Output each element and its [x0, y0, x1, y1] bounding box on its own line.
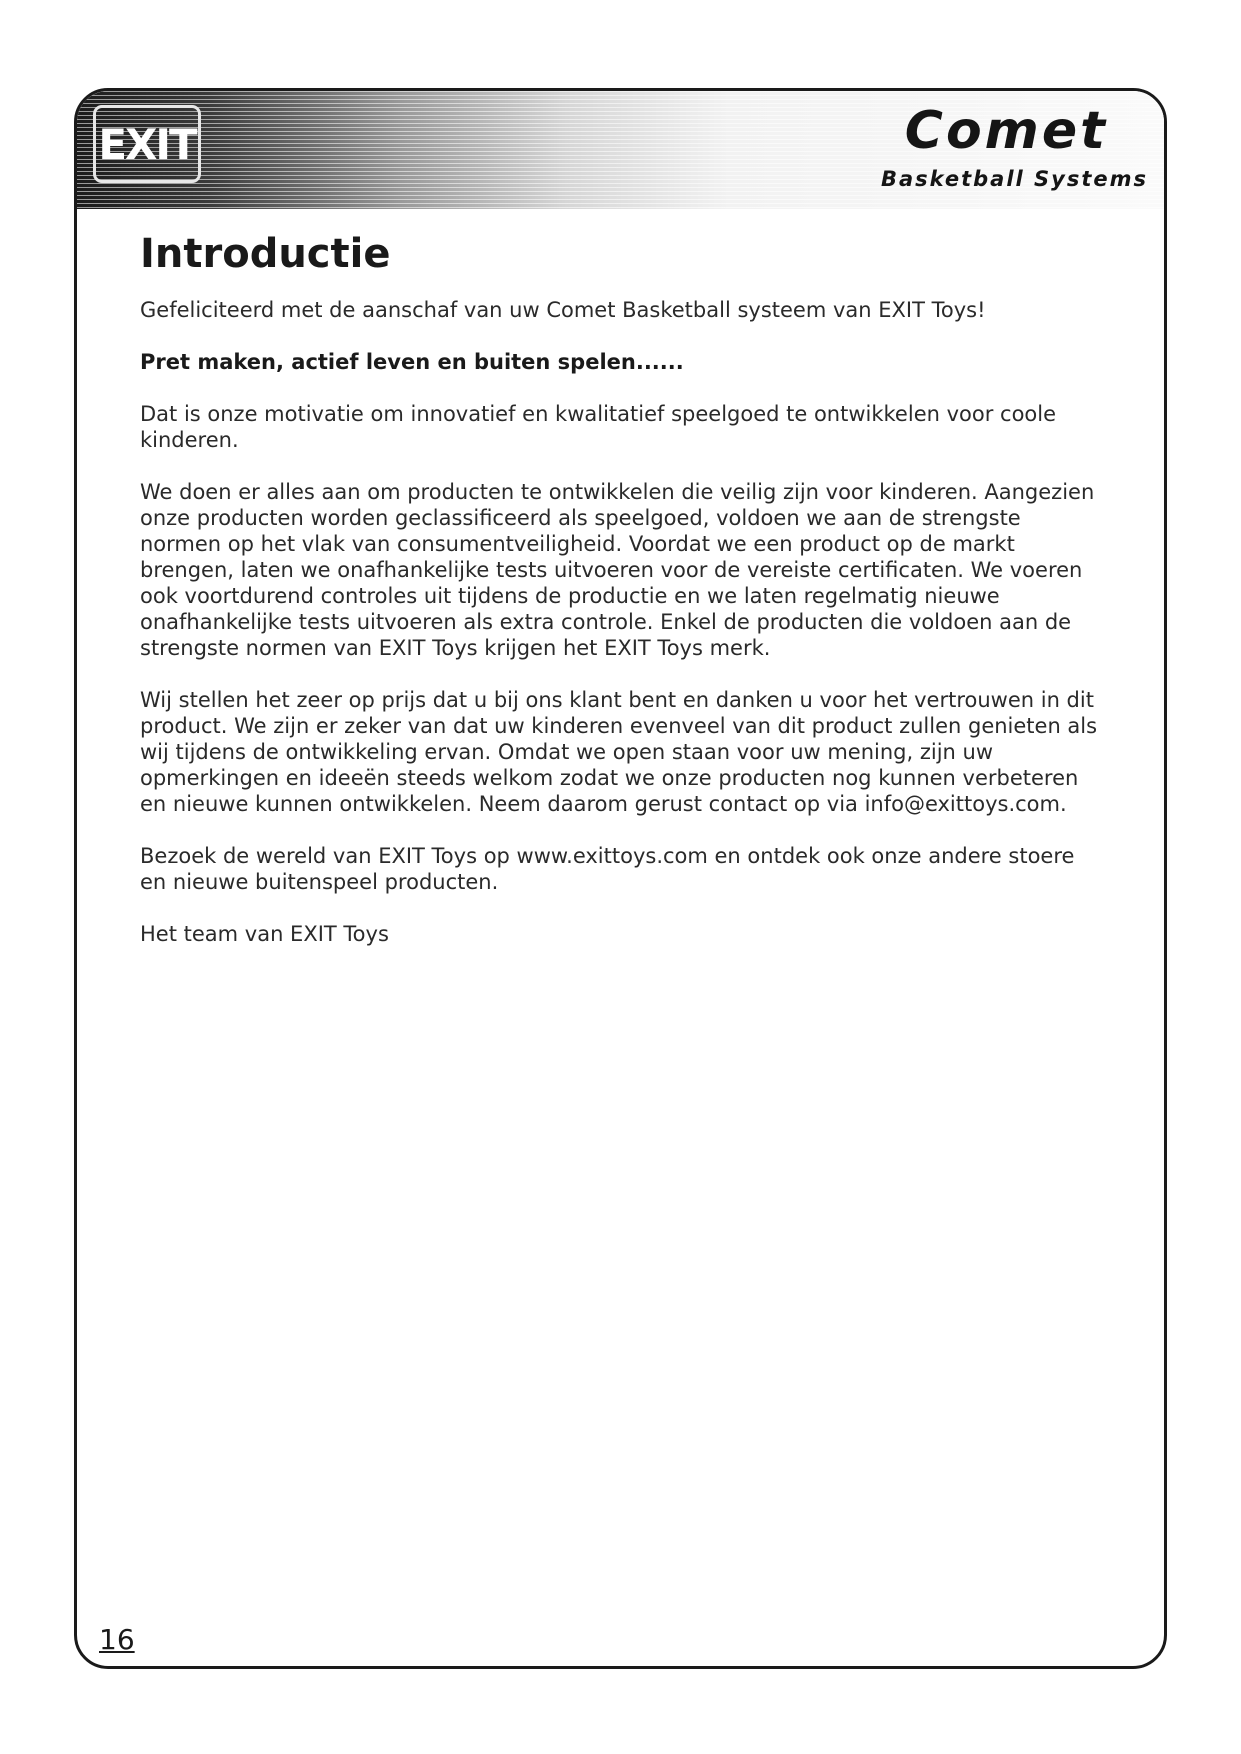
thanks-paragraph: Wij stellen het zeer op prijs dat u bij ons klant bent en danken u voor het vertrouwen in dit product. We zijn er zeker van dat uw kinderen evenveel van dit product zullen genieten als wij tijdens de ontwikkeling ervan. Omdat we open staan voor uw mening, zijn uw opmerkingen en ideeën steeds welkom zodat we onze producten nog kunnen verbeteren en nieuwe kunnen ontwikkelen. Neem daarom gerust contact op via info@exittoys.com.	[140, 688, 1098, 816]
logo-text: EXIT	[98, 119, 196, 169]
page-frame	[74, 88, 1167, 1669]
exit-logo	[93, 105, 201, 183]
motivation-paragraph: Dat is onze motivatie om innovatief en kwalitatief speelgoed te ontwikkelen voor coole kinderen.	[140, 402, 1057, 452]
safety-paragraph: We doen er alles aan om producten te ontwikkelen die veilig zijn voor kinderen. Aangezien onze producten worden geclassificeerd als speelgoed, voldoen we aan de strengste normen op het vlak van consumentveiligheid. Voordat we een product op de markt brengen, laten we onafhankelijke tests uitvoeren voor de vereiste certificaten. We voeren ook voortdurend controles uit tijdens de productie en we laten regelmatig nieuwe onafhankelijke tests uitvoeren als extra controle. Enkel de producten die voldoen aan de strengste normen van EXIT Toys krijgen het EXIT Toys merk.	[140, 480, 1095, 660]
intro-paragraph: Gefeliciteerd met de aanschaf van uw Comet Basketball systeem van EXIT Toys!	[140, 298, 986, 322]
page-content	[140, 231, 1100, 973]
brand-title: Comet	[904, 101, 1108, 161]
page-header	[77, 91, 1164, 209]
brand-subtitle: Basketball Systems	[880, 167, 1148, 191]
page-number: 16	[99, 1623, 135, 1656]
visit-paragraph: Bezoek de wereld van EXIT Toys op www.exittoys.com en ontdek ook onze andere stoere en nieuwe buitenspeel producten.	[140, 844, 1075, 894]
tagline-paragraph: Pret maken, actief leven en buiten spelen......	[140, 350, 684, 374]
signature-paragraph: Het team van EXIT Toys	[140, 922, 389, 946]
page-title: Introductie	[140, 231, 391, 277]
